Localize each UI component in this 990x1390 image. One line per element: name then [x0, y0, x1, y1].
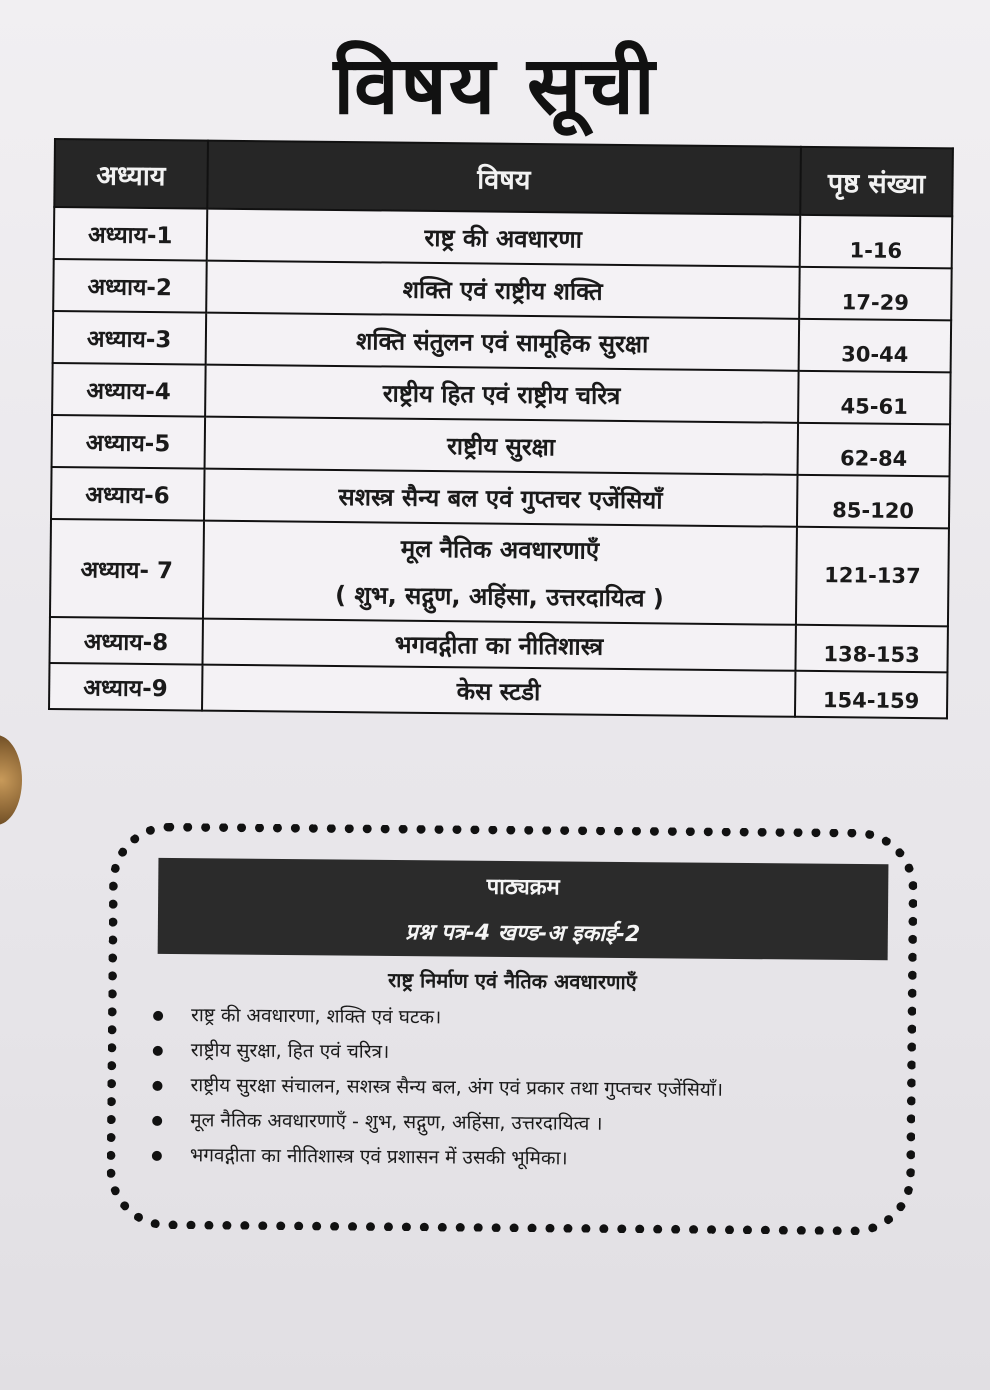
- subject-cell: राष्ट्रीय सुरक्षा: [204, 417, 798, 475]
- header-pages: पृष्ठ संख्या: [800, 147, 953, 217]
- point-text: राष्ट्रीय सुरक्षा संचालन, सशस्त्र सैन्य बल, अंग एवं प्रकार तथा गुप्तचर एजेंसियाँ।: [190, 1074, 724, 1101]
- subject-cell: शक्ति एवं राष्ट्रीय शक्ति: [206, 261, 800, 319]
- bullet-icon: [153, 1011, 163, 1021]
- subject-cell: शक्ति संतुलन एवं सामूहिक सुरक्षा: [205, 313, 799, 371]
- pages-cell: 30-44: [799, 319, 952, 373]
- table-row: [52, 363, 950, 424]
- subject-cell: भगवद्गीता का नीतिशास्त्र: [202, 619, 796, 671]
- chapter-cell: अध्याय-2: [53, 259, 206, 313]
- bullet-icon: [152, 1116, 162, 1126]
- list-item: [146, 1140, 876, 1181]
- chapter-cell: अध्याय-4: [52, 363, 205, 417]
- pages-cell: 154-159: [795, 671, 948, 719]
- subject-cell: राष्ट्रीय हित एवं राष्ट्रीय चरित्र: [205, 365, 799, 423]
- chapter-cell: अध्याय-9: [49, 663, 202, 711]
- table-row: [51, 467, 949, 528]
- chapter-cell: अध्याय-1: [54, 207, 207, 261]
- table-header-row: [54, 139, 953, 216]
- subject-cell: [203, 521, 797, 625]
- chapter-cell: अध्याय-3: [53, 311, 206, 365]
- chapter-cell: अध्याय-5: [52, 415, 205, 469]
- point-text: भगवद्गीता का नीतिशास्त्र एवं प्रशासन में उसकी भूमिका।: [189, 1144, 568, 1170]
- subject-cell: राष्ट्र की अवधारणा: [206, 209, 800, 267]
- contents-table: [48, 138, 954, 719]
- header-chapter: अध्याय: [54, 139, 207, 209]
- chapter-cell: अध्याय- 7: [50, 519, 204, 619]
- subject-line-1: मूल नैतिक अवधारणाएँ: [400, 534, 600, 565]
- chapter-cell: अध्याय-8: [50, 617, 203, 665]
- syllabus-subheading: राष्ट्र निर्माण एवं नैतिक अवधारणाएँ: [387, 967, 637, 995]
- point-text: राष्ट्र की अवधारणा, शक्ति एवं घटक।: [191, 1004, 442, 1029]
- header-subject: विषय: [207, 141, 801, 215]
- binding-shadow: [0, 735, 22, 825]
- pages-cell: 121-137: [796, 527, 949, 627]
- syllabus-banner: [158, 858, 889, 960]
- pages-cell: 62-84: [797, 423, 950, 477]
- point-text: मूल नैतिक अवधारणाएँ - शुभ, सद्गुण, अहिंसा, उत्तरदायित्व ।: [190, 1109, 603, 1135]
- page-title: विषय सूची: [333, 39, 657, 132]
- table-row: [54, 207, 952, 268]
- pages-cell: 85-120: [797, 475, 950, 529]
- subject-line-2: ( शुभ, सद्गुण, अहिंसा, उत्तरदायित्व ): [334, 580, 664, 613]
- point-text: राष्ट्रीय सुरक्षा, हित एवं चरित्र।: [190, 1039, 390, 1063]
- table-row: [49, 663, 947, 718]
- bullet-icon: [152, 1151, 162, 1161]
- table-row: [53, 259, 951, 320]
- pages-cell: 45-61: [798, 371, 951, 425]
- syllabus-paper-unit: प्रश्न पत्र-4 खण्ड-अ इकाई-2: [405, 920, 641, 948]
- table-row: [53, 311, 951, 372]
- pages-cell: 138-153: [795, 625, 948, 673]
- subject-cell: केस स्टडी: [202, 665, 796, 717]
- syllabus-points: [146, 1000, 877, 1181]
- bullet-icon: [153, 1046, 163, 1056]
- syllabus-box: [106, 822, 918, 1235]
- subject-cell: सशस्त्र सैन्य बल एवं गुप्तचर एजेंसियाँ: [204, 469, 798, 527]
- table-row: [50, 519, 949, 626]
- pages-cell: 17-29: [799, 267, 952, 321]
- table-row: [52, 415, 950, 476]
- pages-cell: 1-16: [800, 215, 953, 269]
- syllabus-heading: पाठ्यक्रम: [486, 874, 560, 901]
- bullet-icon: [152, 1081, 162, 1091]
- chapter-cell: अध्याय-6: [51, 467, 204, 521]
